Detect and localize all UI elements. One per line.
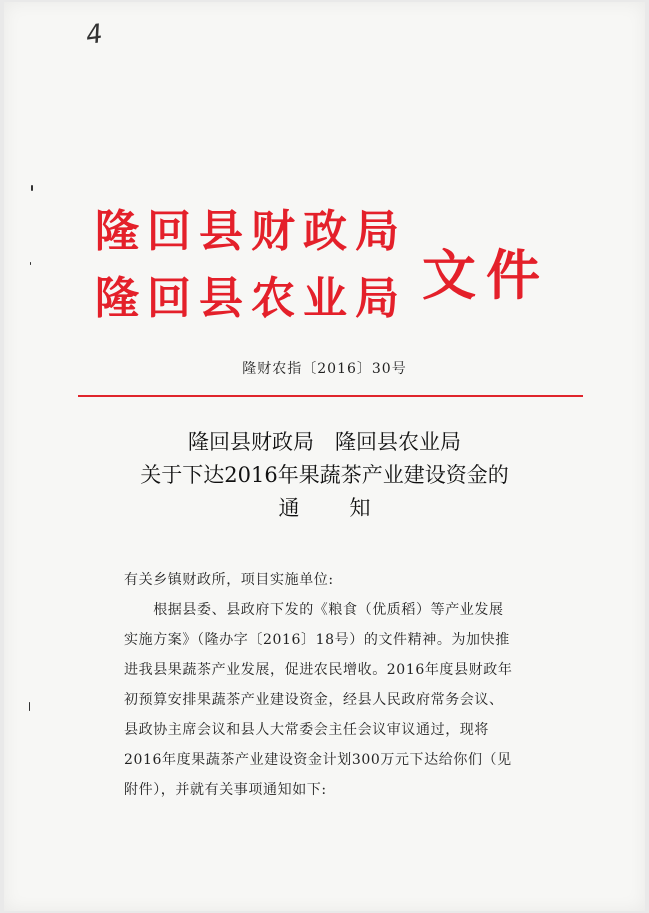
title-line-issuers: 隆回县财政局 隆回县农业局 [188,430,461,454]
salutation: 有关乡镇财政所，项目实施单位: [124,572,334,588]
paragraph-line: 附件），并就有关事项通知如下: [124,782,327,798]
title-line-notice: 通知 [278,496,421,520]
paragraph-line: 2016年度果蔬茶产业建设资金计划300万元下达给你们（见 [124,752,512,768]
document-label: 文件 [422,244,550,307]
issuer-agriculture-bureau: 隆回县农业局 [95,273,407,324]
paragraph-line: 实施方案》（隆办字〔2016〕18号）的文件精神。为加快推 [124,632,510,648]
paragraph-line: 根据县委、县政府下发的《粮食（优质稻）等产业发展 [124,602,504,618]
document-number: 隆财农指〔2016〕30号 [242,361,407,377]
issuer-finance-bureau: 隆回县财政局 [95,206,407,257]
scan-speck [31,185,33,191]
document-page [4,2,645,911]
scan-speck [30,262,31,265]
handwritten-page-mark: 4 [83,18,105,52]
paragraph-line: 县政协主席会议和县人大常委会主任会议审议通过，现将 [124,722,489,738]
title-line-subject: 关于下达2016年果蔬茶产业建设资金的 [140,463,509,487]
paragraph-line: 初预算安排果蔬茶产业建设资金，经县人民政府常务会议、 [124,692,504,708]
paragraph-line: 进我县果蔬茶产业发展，促进农民增收。2016年度县财政年 [124,662,513,678]
red-divider [78,395,583,397]
scan-speck [29,702,30,711]
